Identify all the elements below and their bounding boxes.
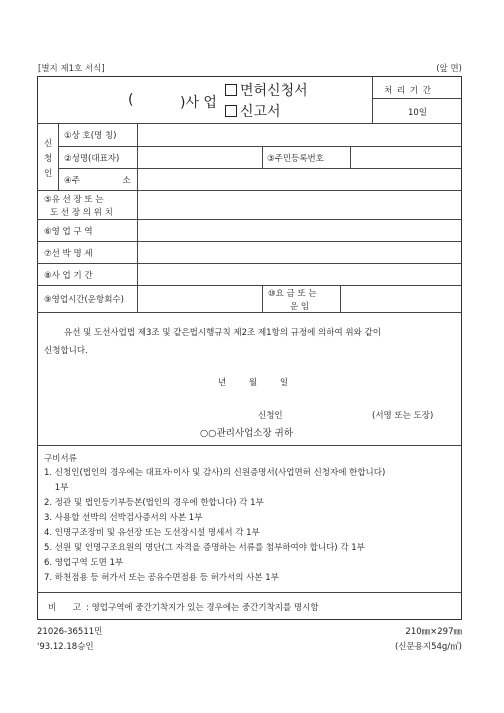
applicant-char: 청 <box>44 154 53 164</box>
doc-item: 1부 <box>44 483 69 493</box>
doc-item: 7. 하천점용 등 허가서 또는 공유수면점용 등 허가서의 사본 1부 <box>44 573 279 583</box>
sign-label: (서명 또는 도장) <box>372 411 434 421</box>
area-label: ⑥영 업 구 역 <box>44 227 93 237</box>
divider <box>37 592 462 593</box>
ship-label: ⑦선 박 명 세 <box>44 249 93 259</box>
checkbox[interactable] <box>225 84 237 96</box>
processing-label: 처 리 기 간 <box>384 86 432 96</box>
name-label: ①상 호(명 칭) <box>64 131 117 141</box>
recipient: ○○관리사업소장 귀하 <box>200 428 294 439</box>
divider <box>137 123 138 312</box>
divider <box>37 285 462 286</box>
doc-item: 5. 선원 및 인명구조요원의 명단(그 자격을 증명하는 서류를 첨부하여야 합니다) 각 1부 <box>44 543 365 553</box>
representative-label: ②성명(대표자) <box>64 154 120 164</box>
doc-item: 4. 인명구조장비 및 유선장 또는 도선장시설 명세서 각 1부 <box>44 528 260 538</box>
remark-text: : 영업구역에 중간기착지가 있는 경우에는 중간기착지를 명시함 <box>86 603 319 613</box>
divider <box>262 285 263 312</box>
divider <box>37 219 462 220</box>
divider <box>262 146 263 168</box>
hours-label: ⑨영업시간(운항회수) <box>44 295 124 305</box>
statement-line-2: 신청합니다. <box>44 346 88 356</box>
divider <box>37 312 462 313</box>
date-line: 년 월 일 <box>218 378 289 388</box>
form-number: [별지 제1호 서식] <box>38 64 105 74</box>
applicant-char: 인 <box>44 169 53 179</box>
applicant-char: 신 <box>44 139 53 149</box>
divider <box>372 98 462 99</box>
docs-title: 구비서류 <box>44 454 77 464</box>
paper-type: (신문용지54g/㎡) <box>394 642 462 652</box>
divider <box>37 241 462 242</box>
processing-value: 10일 <box>408 108 428 118</box>
location-label: ⑤유 선 장 또 는 <box>44 195 104 205</box>
divider <box>37 190 462 191</box>
divider <box>58 146 462 147</box>
divider <box>340 285 341 312</box>
approval-date: '93.12.18승인 <box>37 642 94 652</box>
paper-size: 210㎜×297㎜ <box>405 627 462 637</box>
checkbox[interactable] <box>225 105 237 117</box>
page-side: (앞 면) <box>436 64 462 74</box>
title-business: )사 업 <box>180 95 217 111</box>
doc-item: 3. 사용할 선박의 선박검사증서의 사본 1부 <box>44 513 203 523</box>
statement-line: 유선 및 도선사업법 제3조 및 같은법시행규칙 제2조 제1항의 규정에 의하여 위와 같이 <box>64 328 381 338</box>
divider <box>350 146 351 168</box>
fare-label: ⑩요 금 또 는 <box>268 289 317 299</box>
address-label: ④주 소 <box>64 176 131 186</box>
remark-label: 비 고 <box>48 603 82 613</box>
location-label-2: 도 선 장 의 위 치 <box>50 208 113 218</box>
divider <box>37 445 462 446</box>
divider <box>58 168 462 169</box>
option-report[interactable]: 신고서 <box>225 101 281 121</box>
period-label: ⑧사 업 기 간 <box>44 271 93 281</box>
form-code: 21026-36511민 <box>37 627 103 637</box>
applicant-sign-label: 신청인 <box>258 411 283 421</box>
docs-list <box>44 466 385 586</box>
fare-label-2: 운 임 <box>290 302 310 312</box>
registration-label: ③주민등록번호 <box>267 154 324 164</box>
title-prefix: ( <box>128 92 134 108</box>
divider <box>37 263 462 264</box>
divider <box>372 76 373 123</box>
doc-item: 6. 영업구역 도면 1부 <box>44 558 124 568</box>
option-license[interactable]: 면허신청서 <box>225 80 308 100</box>
divider <box>58 123 59 190</box>
divider <box>37 123 462 124</box>
doc-item: 2. 정관 및 법인등기부등본(법인의 경우에 한합니다) 각 1부 <box>44 498 264 508</box>
doc-item: 1. 신청인(법인의 경우에는 대표자·이사 및 감사)의 신원증명서(사업면허 신청자에 한합니다) <box>44 468 386 478</box>
